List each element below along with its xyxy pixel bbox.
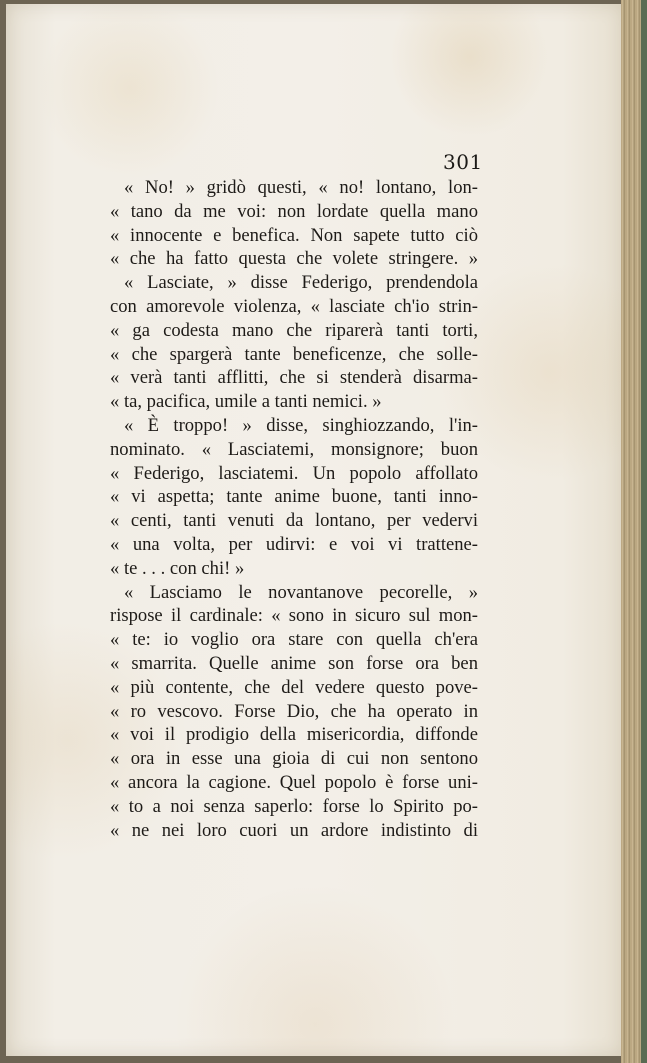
text-line: « verà tanti afflitti, che si stenderà disarma-: [110, 367, 478, 389]
page-text: [110, 176, 478, 842]
text-line: « ga codesta mano che riparerà tanti torti,: [110, 319, 478, 341]
text-line: « ora in esse una gioia di cui non sentono: [110, 748, 478, 770]
text-line: « innocente e benefica. Non sapete tutto ciò: [110, 224, 478, 246]
text-line: « ta, pacifica, umile a tanti nemici. »: [110, 391, 382, 413]
text-line: « te: io voglio ora stare con quella ch'era: [110, 629, 478, 651]
text-line: « ne nei loro cuori un ardore indistinto di: [110, 819, 478, 841]
text-line: « No! » gridò questi, « no! lontano, lon-: [124, 177, 478, 198]
text-line: « voi il prodigio della misericordia, diffonde: [110, 724, 478, 746]
text-line: « più contente, che del vedere questo pove-: [110, 676, 478, 698]
text-line: « to a noi senza saperlo: forse lo Spirito po-: [110, 795, 478, 817]
text-line: « ancora la cagione. Quel popolo è forse uni-: [110, 771, 478, 793]
text-line: « che ha fatto questa che volete stringere. »: [110, 248, 478, 270]
text-line: con amorevole violenza, « lasciate ch'io strin-: [110, 295, 478, 317]
book-cover-edge: [641, 0, 647, 1063]
text-line: « Federigo, lasciatemi. Un popolo affollato: [110, 462, 478, 484]
text-line: « smarrita. Quelle anime son forse ora ben: [110, 652, 478, 674]
text-line: « centi, tanti venuti da lontano, per vedervi: [110, 510, 478, 532]
page-number: 301: [443, 150, 483, 174]
text-line: nominato. « Lasciatemi, monsignore; buon: [110, 438, 478, 460]
text-line: « tano da me voi: non lordate quella mano: [110, 200, 478, 222]
text-line: « Lasciamo le novantanove pecorelle, »: [124, 581, 478, 603]
text-line: « una volta, per udirvi: e voi vi trattene-: [110, 533, 478, 555]
text-line: « Lasciate, » disse Federigo, prendendola: [124, 272, 478, 294]
book-page: [6, 4, 624, 1056]
text-line: « che spargerà tante beneficenze, che solle-: [110, 343, 478, 365]
text-line: rispose il cardinale: « sono in sicuro sul mon-: [110, 605, 478, 627]
text-line: « vi aspetta; tante anime buone, tanti inno-: [110, 486, 478, 508]
text-line: « È troppo! » disse, singhiozzando, l'in-: [124, 414, 478, 436]
text-line: « ro vescovo. Forse Dio, che ha operato in: [110, 700, 478, 722]
text-line: « te . . . con chi! »: [110, 557, 245, 579]
